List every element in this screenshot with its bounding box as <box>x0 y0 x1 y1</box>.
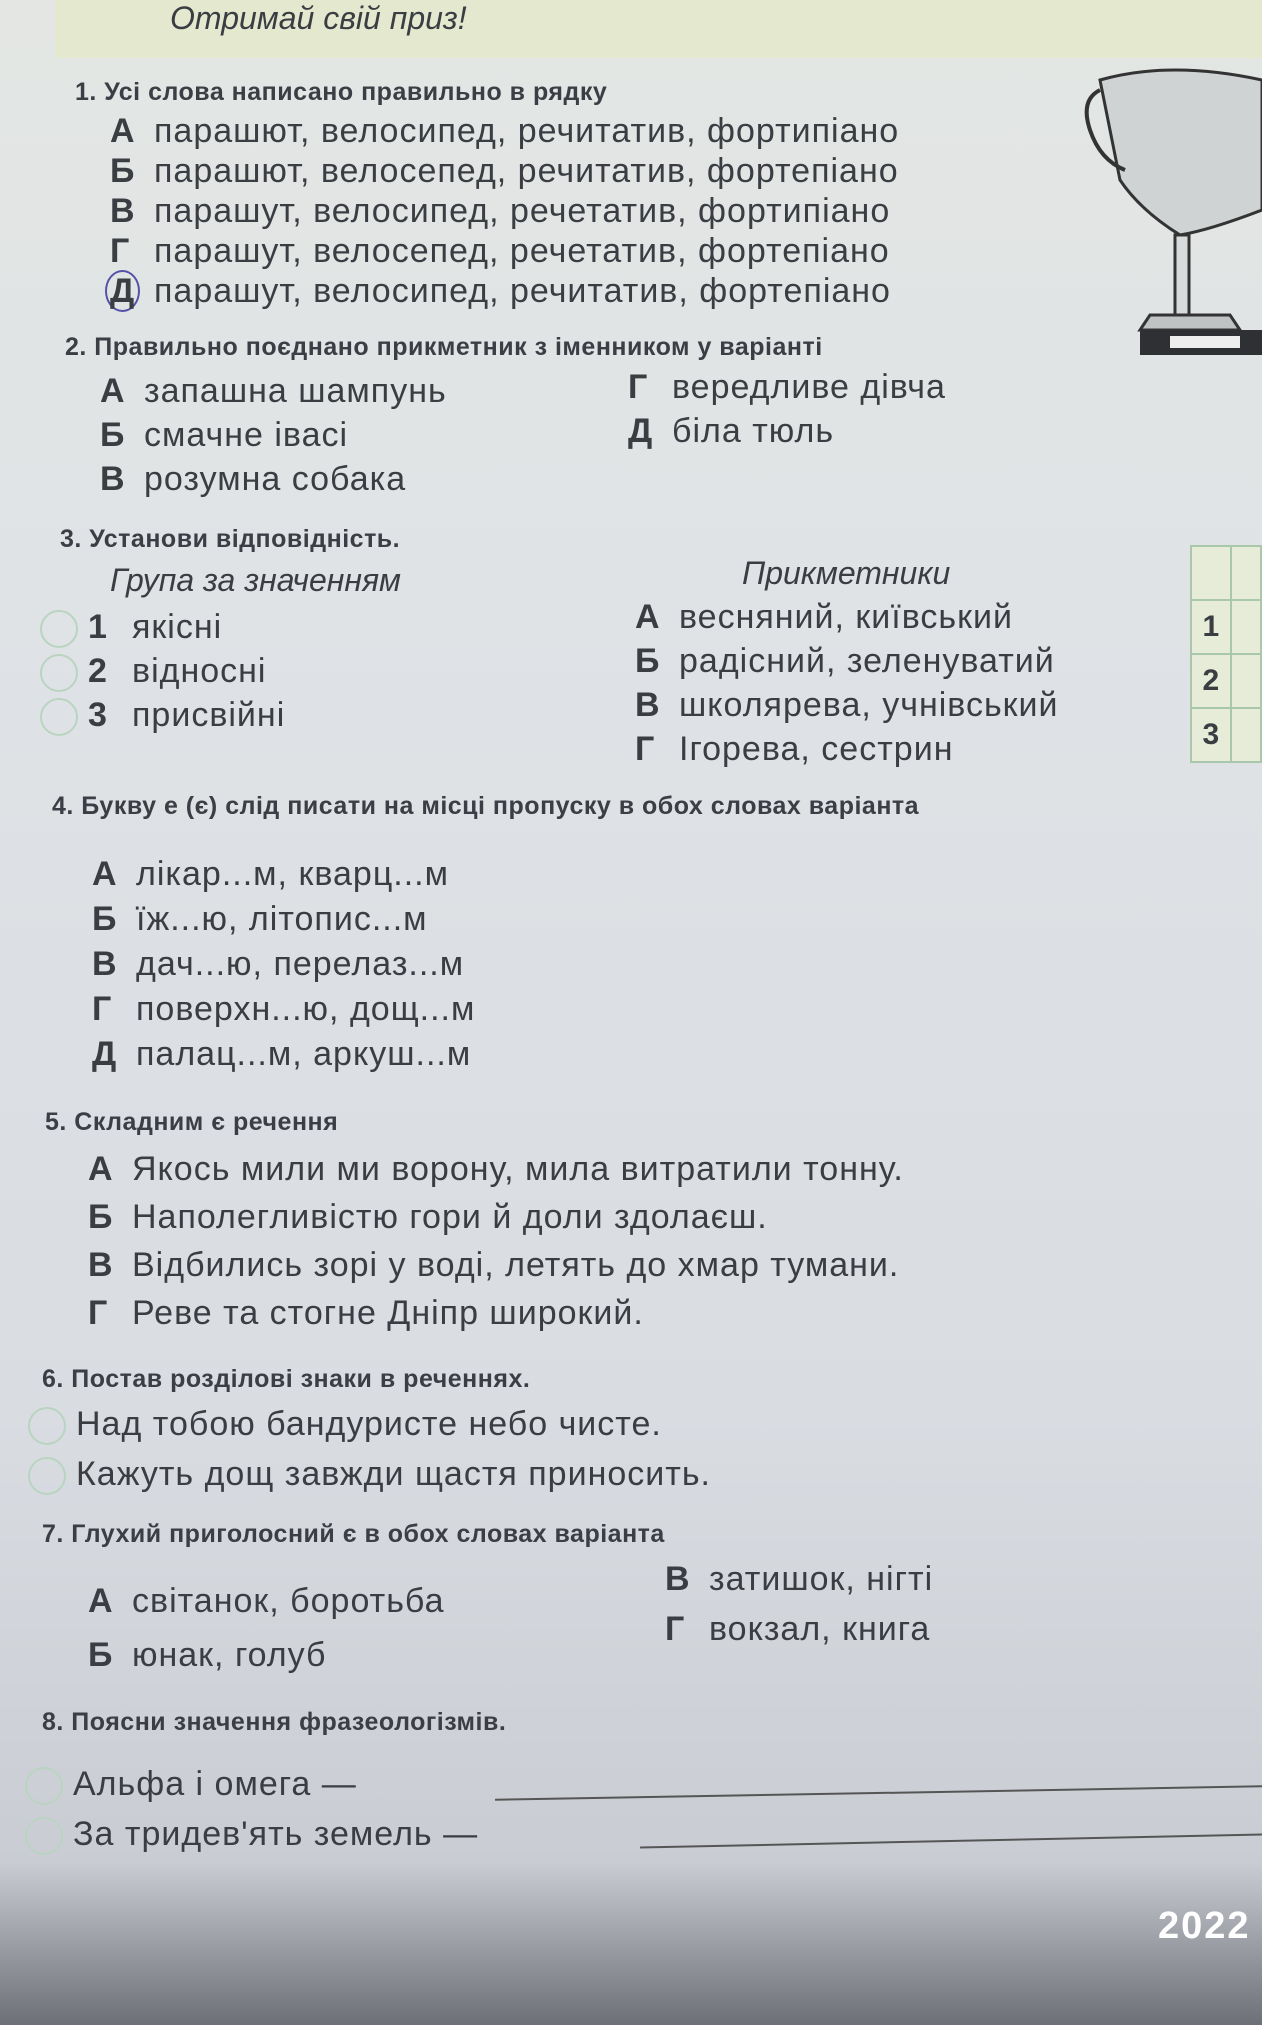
q2-option-d[interactable]: Г вередливе дівча <box>628 368 946 406</box>
question-6-text: 6. Постав розділові знаки в реченнях. <box>42 1365 531 1393</box>
q2-option-b[interactable]: Б смачне івасі <box>100 416 349 454</box>
q7-option-c[interactable]: В затишок, нігті <box>665 1560 934 1598</box>
answer-line-2[interactable] <box>640 1833 1262 1848</box>
q6-sentence-2[interactable]: Кажуть дощ завжди щастя приносить. <box>28 1455 711 1495</box>
q3-left-heading: Група за значенням <box>110 562 401 598</box>
q3-right-item-a: А весняний, київський <box>635 598 1013 636</box>
q6-sentence-1[interactable]: Над тобою бандуристе небо чисте. <box>28 1405 662 1445</box>
answer-circle-icon[interactable] <box>25 1767 63 1805</box>
q3-right-item-c: В школярева, учнівський <box>635 686 1059 724</box>
q1-option-b[interactable]: Б парашют, велосепед, речитатив, фортепіано <box>110 152 899 190</box>
question-7-text: 7. Глухий приголосний є в обох словах варіанта <box>42 1520 665 1548</box>
answer-line-1[interactable] <box>495 1785 1262 1800</box>
photo-date-stamp: 2022 <box>1158 1905 1251 1947</box>
q7-option-a[interactable]: А світанок, боротьба <box>88 1582 445 1620</box>
q4-option-b[interactable]: Б їж...ю, літопис...м <box>92 900 428 938</box>
handwritten-answer-circle: Д <box>105 270 140 312</box>
q1-option-a[interactable]: А парашют, велосипед, речитатив, фортипіано <box>110 112 900 150</box>
q2-option-a[interactable]: А запашна шампунь <box>100 372 447 410</box>
q4-option-d[interactable]: Г поверхн...ю, дощ...м <box>92 990 476 1028</box>
q8-idiom-1: Альфа і омега — <box>25 1765 357 1805</box>
q4-option-a[interactable]: А лікар...м, кварц...м <box>92 855 450 893</box>
question-5-text: 5. Складним є речення <box>45 1108 339 1136</box>
answer-circle-icon[interactable] <box>28 1407 66 1445</box>
question-3-text: 3. Установи відповідність. <box>60 525 401 553</box>
question-1-text: 1. Усі слова написано правильно в рядку <box>75 78 608 106</box>
q5-option-c[interactable]: В Відбились зорі у воді, летять до хмар тумани. <box>88 1246 900 1284</box>
q1-option-e[interactable]: Д парашут, велосипед, речитатив, фортепіано <box>110 272 891 311</box>
q3-answer-table: 1 2 3 <box>1190 545 1262 763</box>
q7-option-d[interactable]: Г вокзал, книга <box>665 1610 931 1648</box>
q3-left-item-2[interactable]: 2 відносні <box>40 652 266 692</box>
q2-option-c[interactable]: В розумна собака <box>100 460 407 498</box>
answer-circle-icon[interactable] <box>40 610 78 648</box>
q3-right-item-d: Г Ігорева, сестрин <box>635 730 954 768</box>
question-8-text: 8. Поясни значення фразеологізмів. <box>42 1708 507 1736</box>
answer-circle-icon[interactable] <box>40 698 78 736</box>
answer-circle-icon[interactable] <box>25 1817 63 1855</box>
question-2-text: 2. Правильно поєднано прикметник з іменником у варіанті <box>65 333 823 361</box>
q3-left-item-3[interactable]: 3 присвійні <box>40 696 285 736</box>
q3-left-item-1[interactable]: 1 якісні <box>40 608 222 648</box>
q5-option-d[interactable]: Г Реве та стогне Дніпр широкий. <box>88 1294 644 1332</box>
q1-option-c[interactable]: В парашут, велосипед, речетатив, фортипіано <box>110 192 891 230</box>
page-title: Отримай свій приз! <box>170 0 467 36</box>
q2-option-e[interactable]: Д біла тюль <box>628 412 835 450</box>
question-4-text: 4. Букву е (є) слід писати на місці пропуску в обох словах варіанта <box>52 792 920 820</box>
q8-idiom-2: За тридев'ять земель — <box>25 1815 478 1855</box>
q4-option-c[interactable]: В дач...ю, перелаз...м <box>92 945 465 983</box>
trophy-illustration <box>1080 60 1262 355</box>
q5-option-a[interactable]: А Якось мили ми ворону, мила витратили тонну. <box>88 1150 904 1188</box>
q3-right-item-b: Б радісний, зеленуватий <box>635 642 1055 680</box>
q4-option-e[interactable]: Д палац...м, аркуш...м <box>92 1035 472 1073</box>
answer-circle-icon[interactable] <box>40 654 78 692</box>
answer-circle-icon[interactable] <box>28 1457 66 1495</box>
q1-option-d[interactable]: Г парашут, велосепед, речетатив, фортепіано <box>110 232 890 270</box>
q3-right-heading: Прикметники <box>742 555 951 591</box>
q7-option-b[interactable]: Б юнак, голуб <box>88 1636 327 1674</box>
q5-option-b[interactable]: Б Наполегливістю гори й доли здолаєш. <box>88 1198 768 1236</box>
